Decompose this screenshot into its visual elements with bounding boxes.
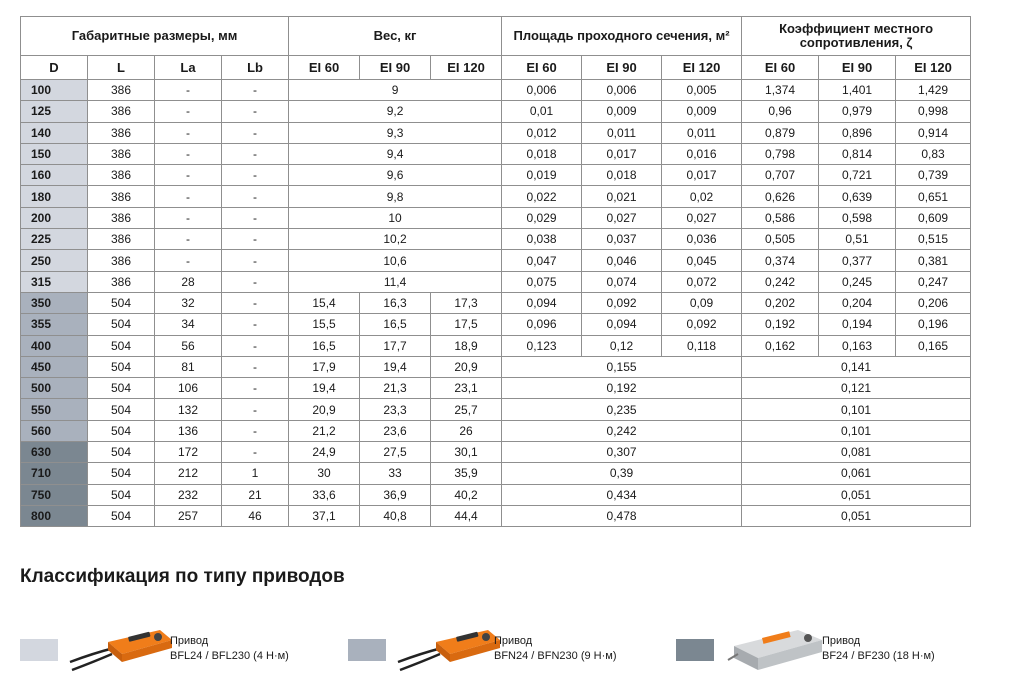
cell-area: 0,006: [502, 80, 582, 101]
cell-weight: 37,1: [289, 505, 360, 526]
actuator-label: Привод: [822, 635, 861, 647]
cell-area: 0,009: [582, 101, 662, 122]
cell-weight: 21,2: [289, 420, 360, 441]
cell-weight: 19,4: [360, 356, 431, 377]
cell-coef: 0,83: [896, 143, 971, 164]
cell-la: 28: [155, 271, 222, 292]
cell-l: 504: [88, 463, 155, 484]
cell-coef: 0,194: [819, 314, 896, 335]
cell-l: 504: [88, 399, 155, 420]
cell-area: 0,01: [502, 101, 582, 122]
actuator-label: Привод: [494, 635, 533, 647]
cell-coef: 0,206: [896, 292, 971, 313]
col-header-lb: Lb: [222, 56, 289, 80]
cell-weight: 30: [289, 463, 360, 484]
cell-coef: 0,96: [742, 101, 819, 122]
cell-lb: 21: [222, 484, 289, 505]
cell-d: 250: [21, 250, 88, 271]
cell-lb: -: [222, 229, 289, 250]
cell-l: 504: [88, 442, 155, 463]
table-row: [21, 442, 971, 463]
classification-title: Классификация по типу приводов: [20, 566, 345, 587]
cell-lb: -: [222, 122, 289, 143]
cell-area: 0,021: [582, 186, 662, 207]
cell-coef: 0,505: [742, 229, 819, 250]
cell-l: 386: [88, 101, 155, 122]
cell-la: 32: [155, 292, 222, 313]
cell-d: 315: [21, 271, 88, 292]
cell-l: 386: [88, 250, 155, 271]
cell-l: 386: [88, 80, 155, 101]
actuator-label: Привод: [170, 635, 209, 647]
col-header-area-ei120: EI 120: [662, 56, 742, 80]
cell-coef: 0,247: [896, 271, 971, 292]
cell-lb: -: [222, 143, 289, 164]
cell-coef: 1,401: [819, 80, 896, 101]
cell-area: 0,027: [582, 207, 662, 228]
actuator-item-bf: [676, 624, 976, 676]
cell-coef: 0,163: [819, 335, 896, 356]
cell-lb: -: [222, 314, 289, 335]
cell-weight: 9: [289, 80, 502, 101]
cell-area: 0,075: [502, 271, 582, 292]
table-row: [21, 314, 971, 335]
cell-area: 0,005: [662, 80, 742, 101]
cell-weight: 36,9: [360, 484, 431, 505]
cell-l: 386: [88, 271, 155, 292]
color-swatch: [348, 639, 386, 661]
cell-d: 560: [21, 420, 88, 441]
cell-area: 0,094: [502, 292, 582, 313]
cell-area: 0,019: [502, 165, 582, 186]
cell-lb: -: [222, 356, 289, 377]
cell-d: 140: [21, 122, 88, 143]
cell-d: 100: [21, 80, 88, 101]
cell-l: 504: [88, 505, 155, 526]
cell-weight: 10,6: [289, 250, 502, 271]
cell-d: 180: [21, 186, 88, 207]
cell-coef: 0,979: [819, 101, 896, 122]
actuator-model: BFN24 / BFN230 (9 Н·м): [494, 650, 617, 662]
cell-la: -: [155, 207, 222, 228]
cell-weight: 9,3: [289, 122, 502, 143]
cell-weight: 10,2: [289, 229, 502, 250]
cell-la: -: [155, 250, 222, 271]
cell-area: 0,027: [662, 207, 742, 228]
cell-weight: 9,8: [289, 186, 502, 207]
cell-la: 81: [155, 356, 222, 377]
cell-weight: 17,7: [360, 335, 431, 356]
cell-coef: 0,598: [819, 207, 896, 228]
cell-la: 257: [155, 505, 222, 526]
col-header-d: D: [21, 56, 88, 80]
cell-d: 550: [21, 399, 88, 420]
cell-area: 0,307: [502, 442, 742, 463]
cell-la: 232: [155, 484, 222, 505]
cell-area: 0,094: [582, 314, 662, 335]
cell-area: 0,037: [582, 229, 662, 250]
cell-coef: 0,061: [742, 463, 971, 484]
cell-la: -: [155, 143, 222, 164]
cell-la: -: [155, 229, 222, 250]
cell-la: 34: [155, 314, 222, 335]
cell-coef: 0,377: [819, 250, 896, 271]
cell-area: 0,016: [662, 143, 742, 164]
cell-l: 504: [88, 484, 155, 505]
cell-weight: 17,3: [431, 292, 502, 313]
cell-area: 0,009: [662, 101, 742, 122]
col-header-coef-ei90: EI 90: [819, 56, 896, 80]
cell-lb: -: [222, 442, 289, 463]
cell-coef: 0,814: [819, 143, 896, 164]
cell-la: 136: [155, 420, 222, 441]
orange-actuator-icon: [396, 624, 504, 676]
col-header-coef-ei60: EI 60: [742, 56, 819, 80]
table-body: [21, 80, 971, 527]
cell-l: 386: [88, 186, 155, 207]
header-coefficient: Коэффициент местного сопротивления, ζ: [742, 17, 971, 56]
actuator-item-bfn: [348, 624, 648, 676]
header-area: Площадь проходного сечения, м²: [502, 17, 742, 56]
cell-area: 0,046: [582, 250, 662, 271]
cell-coef: 0,101: [742, 399, 971, 420]
cell-d: 200: [21, 207, 88, 228]
cell-coef: 0,245: [819, 271, 896, 292]
table-row: [21, 101, 971, 122]
cell-la: -: [155, 101, 222, 122]
orange-actuator-icon: [68, 624, 176, 676]
cell-lb: 1: [222, 463, 289, 484]
table-row: [21, 143, 971, 164]
cell-la: -: [155, 80, 222, 101]
cell-area: 0,072: [662, 271, 742, 292]
cell-weight: 33,6: [289, 484, 360, 505]
cell-coef: 0,626: [742, 186, 819, 207]
color-swatch: [20, 639, 58, 661]
cell-l: 386: [88, 165, 155, 186]
cell-d: 150: [21, 143, 88, 164]
table-row: [21, 463, 971, 484]
cell-coef: 0,051: [742, 484, 971, 505]
cell-area: 0,045: [662, 250, 742, 271]
cell-area: 0,011: [582, 122, 662, 143]
cell-area: 0,096: [502, 314, 582, 335]
table-row: [21, 505, 971, 526]
cell-lb: -: [222, 165, 289, 186]
cell-lb: -: [222, 335, 289, 356]
cell-area: 0,118: [662, 335, 742, 356]
cell-l: 386: [88, 143, 155, 164]
cell-weight: 9,4: [289, 143, 502, 164]
cell-weight: 20,9: [289, 399, 360, 420]
cell-weight: 9,6: [289, 165, 502, 186]
col-header-la: La: [155, 56, 222, 80]
cell-la: -: [155, 186, 222, 207]
cell-lb: -: [222, 399, 289, 420]
cell-weight: 40,8: [360, 505, 431, 526]
cell-area: 0,074: [582, 271, 662, 292]
cell-l: 504: [88, 356, 155, 377]
silver-actuator-icon: [726, 624, 826, 676]
col-header-weight-ei60: EI 60: [289, 56, 360, 80]
table-row: [21, 399, 971, 420]
cell-lb: -: [222, 80, 289, 101]
cell-lb: 46: [222, 505, 289, 526]
actuator-model: BF24 / BF230 (18 Н·м): [822, 650, 935, 662]
cell-coef: 0,739: [896, 165, 971, 186]
cell-coef: 1,429: [896, 80, 971, 101]
cell-weight: 27,5: [360, 442, 431, 463]
cell-area: 0,018: [502, 143, 582, 164]
cell-d: 355: [21, 314, 88, 335]
cell-weight: 26: [431, 420, 502, 441]
cell-weight: 10: [289, 207, 502, 228]
cell-coef: 0,141: [742, 356, 971, 377]
cell-area: 0,011: [662, 122, 742, 143]
col-header-coef-ei120: EI 120: [896, 56, 971, 80]
cell-coef: 0,192: [742, 314, 819, 335]
cell-coef: 1,374: [742, 80, 819, 101]
cell-coef: 0,998: [896, 101, 971, 122]
cell-coef: 0,242: [742, 271, 819, 292]
table-row: [21, 271, 971, 292]
cell-coef: 0,101: [742, 420, 971, 441]
table-row: [21, 207, 971, 228]
cell-weight: 33: [360, 463, 431, 484]
cell-coef: 0,081: [742, 442, 971, 463]
cell-coef: 0,515: [896, 229, 971, 250]
cell-weight: 16,5: [289, 335, 360, 356]
cell-lb: -: [222, 378, 289, 399]
cell-weight: 19,4: [289, 378, 360, 399]
cell-weight: 17,9: [289, 356, 360, 377]
col-header-l: L: [88, 56, 155, 80]
cell-weight: 16,3: [360, 292, 431, 313]
cell-coef: 0,374: [742, 250, 819, 271]
cell-la: 172: [155, 442, 222, 463]
cell-weight: 15,5: [289, 314, 360, 335]
cell-weight: 25,7: [431, 399, 502, 420]
cell-la: 56: [155, 335, 222, 356]
cell-l: 386: [88, 207, 155, 228]
cell-weight: 24,9: [289, 442, 360, 463]
cell-area: 0,155: [502, 356, 742, 377]
table-row: [21, 420, 971, 441]
cell-area: 0,047: [502, 250, 582, 271]
cell-area: 0,012: [502, 122, 582, 143]
cell-l: 504: [88, 420, 155, 441]
cell-lb: -: [222, 271, 289, 292]
cell-d: 125: [21, 101, 88, 122]
cell-coef: 0,914: [896, 122, 971, 143]
cell-la: 132: [155, 399, 222, 420]
cell-l: 504: [88, 292, 155, 313]
cell-weight: 20,9: [431, 356, 502, 377]
cell-area: 0,02: [662, 186, 742, 207]
cell-la: -: [155, 122, 222, 143]
cell-area: 0,242: [502, 420, 742, 441]
cell-area: 0,123: [502, 335, 582, 356]
cell-weight: 30,1: [431, 442, 502, 463]
table-row: [21, 356, 971, 377]
table-row: [21, 229, 971, 250]
actuator-item-bfl: [20, 624, 320, 676]
cell-weight: 35,9: [431, 463, 502, 484]
cell-coef: 0,202: [742, 292, 819, 313]
cell-d: 630: [21, 442, 88, 463]
cell-weight: 15,4: [289, 292, 360, 313]
cell-area: 0,192: [502, 378, 742, 399]
cell-weight: 44,4: [431, 505, 502, 526]
cell-coef: 0,586: [742, 207, 819, 228]
cell-coef: 0,707: [742, 165, 819, 186]
table-row: [21, 165, 971, 186]
cell-area: 0,029: [502, 207, 582, 228]
specifications-table: [20, 16, 971, 527]
cell-d: 750: [21, 484, 88, 505]
cell-coef: 0,51: [819, 229, 896, 250]
cell-area: 0,018: [582, 165, 662, 186]
cell-area: 0,09: [662, 292, 742, 313]
header-dimensions: Габаритные размеры, мм: [21, 17, 289, 56]
cell-la: 106: [155, 378, 222, 399]
cell-d: 800: [21, 505, 88, 526]
table-row: [21, 80, 971, 101]
cell-d: 350: [21, 292, 88, 313]
table-row: [21, 292, 971, 313]
cell-l: 386: [88, 229, 155, 250]
cell-area: 0,092: [662, 314, 742, 335]
cell-la: -: [155, 165, 222, 186]
table-row: [21, 122, 971, 143]
cell-area: 0,478: [502, 505, 742, 526]
table-row: [21, 186, 971, 207]
cell-area: 0,235: [502, 399, 742, 420]
cell-weight: 23,6: [360, 420, 431, 441]
cell-l: 504: [88, 378, 155, 399]
cell-weight: 18,9: [431, 335, 502, 356]
col-header-weight-ei120: EI 120: [431, 56, 502, 80]
cell-coef: 0,381: [896, 250, 971, 271]
cell-la: 212: [155, 463, 222, 484]
cell-lb: -: [222, 292, 289, 313]
cell-coef: 0,204: [819, 292, 896, 313]
cell-area: 0,017: [662, 165, 742, 186]
cell-d: 160: [21, 165, 88, 186]
table-row: [21, 378, 971, 399]
cell-area: 0,036: [662, 229, 742, 250]
cell-area: 0,017: [582, 143, 662, 164]
cell-weight: 17,5: [431, 314, 502, 335]
header-weight: Вес, кг: [289, 17, 502, 56]
actuator-model: BFL24 / BFL230 (4 Н·м): [170, 650, 289, 662]
cell-coef: 0,639: [819, 186, 896, 207]
cell-area: 0,12: [582, 335, 662, 356]
cell-lb: -: [222, 207, 289, 228]
cell-area: 0,038: [502, 229, 582, 250]
col-header-area-ei60: EI 60: [502, 56, 582, 80]
cell-d: 450: [21, 356, 88, 377]
cell-weight: 11,4: [289, 271, 502, 292]
cell-l: 504: [88, 314, 155, 335]
cell-area: 0,39: [502, 463, 742, 484]
cell-coef: 0,609: [896, 207, 971, 228]
cell-coef: 0,798: [742, 143, 819, 164]
table-row: [21, 484, 971, 505]
cell-area: 0,092: [582, 292, 662, 313]
cell-l: 504: [88, 335, 155, 356]
cell-weight: 23,3: [360, 399, 431, 420]
cell-d: 710: [21, 463, 88, 484]
cell-l: 386: [88, 122, 155, 143]
cell-weight: 40,2: [431, 484, 502, 505]
cell-lb: -: [222, 101, 289, 122]
col-header-weight-ei90: EI 90: [360, 56, 431, 80]
cell-coef: 0,879: [742, 122, 819, 143]
cell-coef: 0,196: [896, 314, 971, 335]
cell-lb: -: [222, 186, 289, 207]
cell-d: 225: [21, 229, 88, 250]
table-row: [21, 250, 971, 271]
table-row: [21, 335, 971, 356]
col-header-area-ei90: EI 90: [582, 56, 662, 80]
cell-weight: 16,5: [360, 314, 431, 335]
cell-d: 500: [21, 378, 88, 399]
cell-area: 0,006: [582, 80, 662, 101]
cell-coef: 0,162: [742, 335, 819, 356]
cell-d: 400: [21, 335, 88, 356]
cell-lb: -: [222, 250, 289, 271]
cell-coef: 0,651: [896, 186, 971, 207]
cell-coef: 0,051: [742, 505, 971, 526]
color-swatch: [676, 639, 714, 661]
cell-lb: -: [222, 420, 289, 441]
cell-coef: 0,721: [819, 165, 896, 186]
cell-weight: 9,2: [289, 101, 502, 122]
cell-coef: 0,896: [819, 122, 896, 143]
cell-coef: 0,121: [742, 378, 971, 399]
cell-weight: 23,1: [431, 378, 502, 399]
cell-area: 0,022: [502, 186, 582, 207]
cell-area: 0,434: [502, 484, 742, 505]
cell-coef: 0,165: [896, 335, 971, 356]
cell-weight: 21,3: [360, 378, 431, 399]
